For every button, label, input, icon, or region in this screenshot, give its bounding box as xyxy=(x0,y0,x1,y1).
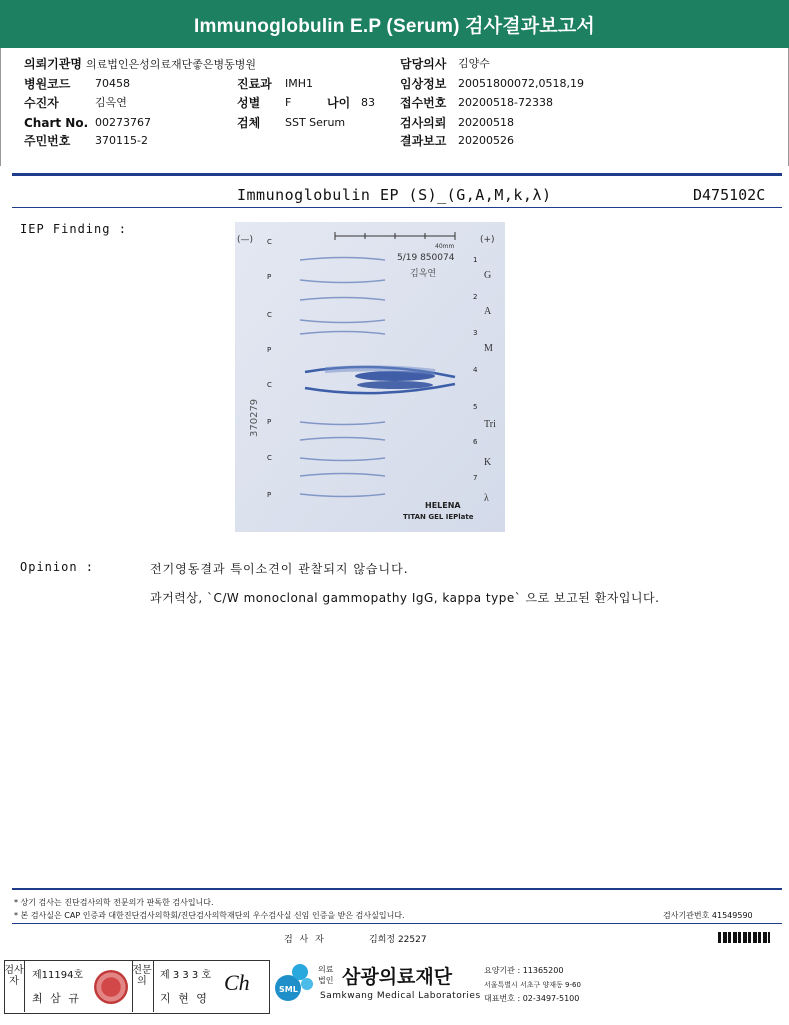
gel-minus: (—) xyxy=(237,235,254,245)
info-clinical: 임상정보 20051800072,0518,19 xyxy=(400,77,584,91)
gel-brand: HELENA xyxy=(425,501,461,510)
info-patient: 수진자 김옥연 xyxy=(24,96,127,110)
footer-inst-no: 검사기관번호 41549590 xyxy=(663,911,753,920)
finding-label: IEP Finding : xyxy=(20,222,127,236)
gel-left-mark: P xyxy=(267,346,272,354)
report-title-bar xyxy=(0,0,789,48)
svg-text:SML: SML xyxy=(279,985,298,994)
info-hospital: 의뢰기관명 의료법인은성의료재단좋은병동병원 xyxy=(24,57,256,71)
gel-left-mark: P xyxy=(267,491,272,499)
info-age: 나이 83 xyxy=(327,96,375,110)
info-hospital-code: 병원코드 70458 xyxy=(24,77,130,91)
org-addr: 서울특별시 서초구 양재동 9-60 xyxy=(484,981,581,989)
gel-brand-sub: TITAN GEL IEPlate xyxy=(403,513,474,521)
info-specimen: 검체 SST Serum xyxy=(237,116,346,130)
info-department: 진료과 IMH1 xyxy=(237,77,314,91)
gel-right-label: A xyxy=(484,306,492,317)
info-chart-no: Chart No. 00273767 xyxy=(24,116,151,130)
rule-top xyxy=(12,173,782,176)
info-resident-no: 주민번호 370115-2 xyxy=(24,134,148,148)
gel-left-mark: P xyxy=(267,418,272,426)
sign-specialist-no: 제 3 3 3 호 xyxy=(160,970,212,981)
rule-footer-2 xyxy=(12,923,782,924)
org-tel: 대표번호 : 02-3497-5100 xyxy=(484,994,580,1003)
footer-note-2: * 본 검사실은 CAP 인증과 대한진단검사의학회/진단검사의학재단의 우수검사실 신임 인증을 받은 검사실입니다. xyxy=(14,911,405,920)
sml-logo-icon xyxy=(274,962,314,1002)
footer-inspector-label: 검 사 자 xyxy=(284,935,326,945)
info-receipt-no: 접수번호 20200518-72338 xyxy=(400,96,553,110)
info-doctor: 담당의사 김양수 xyxy=(400,57,490,71)
gel-stamp: 5/19 850074 xyxy=(397,253,455,263)
opinion-line-2: 과거력상, `C/W monoclonal gammopathy IgG, kappa type` 으로 보고된 환자입니다. xyxy=(150,591,660,605)
rule-test xyxy=(12,207,782,208)
test-code: D475102C xyxy=(693,186,766,204)
gel-right-num: 3 xyxy=(473,329,478,337)
sign-label-inspector: 검사자 xyxy=(4,965,24,987)
gel-right-label: λ xyxy=(484,493,489,504)
gel-right-num: 4 xyxy=(473,366,478,374)
sign-label-specialist: 전문의 xyxy=(132,965,152,987)
seal-stamp xyxy=(94,970,128,1004)
gel-right-num: 1 xyxy=(473,256,478,264)
gel-right-num: 6 xyxy=(473,438,478,446)
report-title: Immunoglobulin E.P (Serum) 검사결과보고서 xyxy=(194,15,595,37)
info-report-date: 결과보고 20200526 xyxy=(400,134,514,148)
gel-plus: (+) xyxy=(480,235,495,245)
sign-inspector-no: 제11194호 xyxy=(32,970,84,981)
gel-left-mark: P xyxy=(267,273,272,281)
org-small-1: 의료 xyxy=(318,965,334,974)
opinion-label: Opinion : xyxy=(20,560,95,574)
signature: Ch xyxy=(224,970,250,995)
gel-left-mark: C xyxy=(267,311,272,319)
gel-right-label: Tri xyxy=(484,419,496,430)
sign-inspector-name: 최 삼 규 xyxy=(32,992,81,1005)
gel-right-label: K xyxy=(484,457,492,468)
footer-inspector: 김희정 22527 xyxy=(369,935,427,945)
gel-left-mark: C xyxy=(267,238,272,246)
rule-footer xyxy=(12,888,782,890)
footer-note-1: * 상기 검사는 진단검사의학 전문의가 판독한 검사입니다. xyxy=(14,898,214,907)
qr-code-icon xyxy=(718,932,770,943)
opinion-line-1: 전기영동결과 특이소견이 관찰되지 않습니다. xyxy=(150,562,409,576)
gel-side-id: 370279 xyxy=(249,398,260,437)
gel-right-label: G xyxy=(484,270,492,281)
gel-right-num: 2 xyxy=(473,293,478,301)
gel-scale: 40mm xyxy=(435,243,455,250)
gel-right-num: 5 xyxy=(473,403,478,411)
gel-left-mark: C xyxy=(267,381,272,389)
sign-specialist-name: 지 현 영 xyxy=(160,992,209,1005)
test-title: Immunoglobulin EP (S)_(G,A,M,k,λ) xyxy=(237,186,552,204)
gel-left-mark: C xyxy=(267,454,272,462)
org-name: 삼광의료재단 xyxy=(342,966,453,988)
info-request-date: 검사의뢰 20200518 xyxy=(400,116,514,130)
org-name-en: Samkwang Medical Laboratories xyxy=(320,991,481,1001)
info-sex: 성별 F xyxy=(237,96,292,110)
org-small-2: 법인 xyxy=(318,976,334,985)
org-reg: 요양기관 : 11365200 xyxy=(484,966,564,975)
iep-gel-image xyxy=(235,222,505,532)
gel-right-num: 7 xyxy=(473,474,478,482)
gel-right-label: M xyxy=(484,343,493,354)
gel-name: 김옥연 xyxy=(410,269,437,279)
